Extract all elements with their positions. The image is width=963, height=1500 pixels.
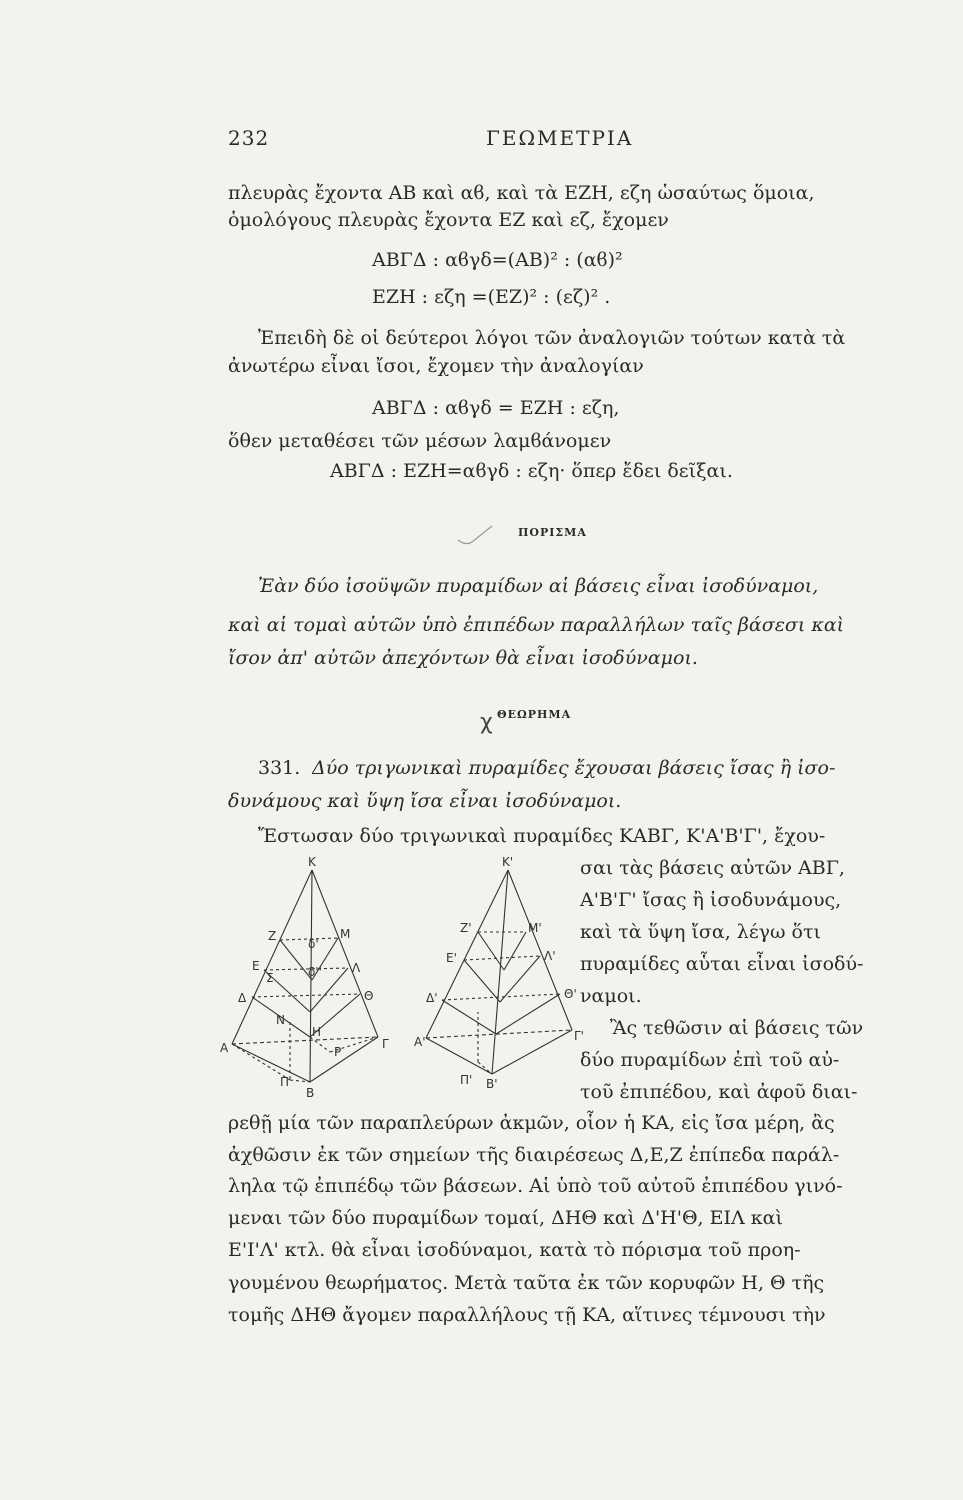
pencil-check-mark (456, 522, 496, 552)
vertex-label: Λ (352, 961, 361, 975)
vertex-label: Λ' (544, 949, 556, 963)
handwritten-mark: χ (480, 710, 493, 735)
vertex-label: Γ' (574, 1029, 584, 1043)
proof-line: γουμένου θεωρήματος. Μετὰ ταῦτα ἐκ τῶν κορυφῶν Η, Θ τῆς (228, 1272, 825, 1294)
vertex-label: Δ' (426, 991, 438, 1005)
proof-line: τοῦ ἐπιπέδου, καὶ ἀφοῦ διαι- (580, 1081, 858, 1103)
vertex-label: Ε' (446, 951, 457, 965)
proof-line: δύο πυραμίδων ἐπὶ τοῦ αὐ- (580, 1049, 840, 1071)
vertex-label: Ζ (268, 929, 277, 943)
vertex-label: Θ (364, 989, 374, 1003)
proof-line: ρεθῇ μία τῶν παραπλεύρων ἀκμῶν, οἷον ἡ ΚΑ, εἰς ἴσα μέρη, ἂς (228, 1112, 835, 1134)
text-line: ἀνωτέρω εἶναι ἴσοι, ἔχομεν τὴν ἀναλογίαν (228, 355, 644, 377)
proof-line: ληλα τῷ ἐπιπέδῳ τῶν βάσεων. Αἱ ὑπὸ τοῦ αὐτοῦ ἐπιπέδου γινό- (228, 1175, 843, 1197)
vertex-label: Β' (486, 1077, 498, 1091)
vertex-label: Α (220, 1041, 229, 1055)
proof-line: μεναι τῶν δύο πυραμίδων τομαί, ΔΗΘ καὶ Δ'Η'Θ, ΕΙΛ καὶ (228, 1207, 783, 1229)
vertex-label: Π (280, 1075, 290, 1089)
porisma-line: Ἐὰν δύο ἰσοϋψῶν πυραμίδων αἱ βάσεις εἶναι ἰσοδύναμοι, (258, 575, 819, 597)
vertex-label: Β (306, 1086, 315, 1100)
porisma-line: ἴσον ἀπ' αὐτῶν ἀπεχόντων θὰ εἶναι ἰσοδύναμοι. (228, 647, 698, 669)
porisma-line: καὶ αἱ τομαὶ αὐτῶν ὑπὸ ἐπιπέδων παραλλήλων ταῖς βάσεσι καὶ (228, 614, 845, 636)
vertex-label: Μ (340, 927, 351, 941)
theorem-line: δυνάμους καὶ ὕψη ἴσα εἶναι ἰσοδύναμοι. (228, 790, 622, 812)
vertex-label: Η (312, 1025, 322, 1039)
theorem-heading: ΘΕΩΡΗΜΑ (497, 708, 572, 721)
vertex-label: Σ (266, 971, 274, 985)
vertex-label: Κ (308, 855, 316, 869)
equation: ΕΖΗ : εζη =(ΕΖ)² : (εζ)² . (372, 286, 611, 308)
proof-line: τομῆς ΔΗΘ ἄγομεν παραλλήλους τῇ ΚΑ, αἵτινες τέμνουσι τὴν (228, 1304, 826, 1326)
proof-line: Α'Β'Γ' ἴσας ἢ ἰσοδυνάμους, (580, 889, 842, 911)
left-pyramid-labels (220, 855, 389, 1100)
vertex-label: Δ (238, 991, 247, 1005)
proof-line: ἀχθῶσιν ἐκ τῶν σημείων τῆς διαιρέσεως Δ,Ε,Ζ ἐπίπεδα παράλ- (228, 1144, 840, 1166)
proof-line: Ἔστωσαν δύο τριγωνικαὶ πυραμίδες ΚΑΒΓ, Κ'Α'Β'Γ', ἔχου- (258, 825, 826, 847)
vertex-label: δ' (308, 937, 319, 951)
text-line: Ἐπειδὴ δὲ οἱ δεύτεροι λόγοι τῶν ἀναλογιῶν τούτων κατὰ τὰ (258, 327, 846, 349)
theorem-number: 331. (258, 757, 301, 779)
text-line: πλευρὰς ἔχοντα ΑΒ καὶ αϐ, καὶ τὰ ΕΖΗ, εζη ὡσαύτως ὅμοια, (228, 182, 815, 204)
vertex-label: Γ (382, 1037, 389, 1051)
proof-line: ναμοι. (580, 985, 642, 1007)
vertex-label: Κ' (502, 855, 514, 869)
equation: ΑΒΓΔ : αϐγδ = ΕΖΗ : εζη, (372, 397, 620, 419)
vertex-label: Α' (414, 1035, 426, 1049)
vertex-label: Μ' (528, 921, 542, 935)
proof-line: καὶ τὰ ὕψη ἴσα, λέγω ὅτι (580, 921, 821, 943)
vertex-label: Ζ' (460, 921, 472, 935)
text-line: ὅθεν μεταθέσει τῶν μέσων λαμϐάνομεν (228, 430, 612, 452)
theorem-line: Δύο τριγωνικαὶ πυραμίδες ἔχουσαι βάσεις ἴσας ἢ ἰσο- (312, 757, 836, 779)
proof-line: Ἂς τεθῶσιν αἱ βάσεις τῶν (610, 1017, 864, 1039)
equation: ΑΒΓΔ : αϐγδ=(ΑΒ)² : (αϐ)² (372, 249, 623, 271)
vertex-label: Θ' (564, 987, 577, 1001)
equation: ΑΒΓΔ : ΕΖΗ=αϐγδ : εζη· ὅπερ ἔδει δεῖξαι. (330, 460, 733, 482)
vertex-label: δ'' (308, 965, 322, 979)
vertex-label: Ρ (334, 1045, 342, 1059)
proof-line: πυραμίδες αὗται εἶναι ἰσοδύ- (580, 953, 864, 975)
left-pyramid (232, 870, 378, 1082)
right-pyramid-labels (414, 855, 584, 1091)
pyramids-figure (220, 852, 590, 1102)
page-number: 232 (228, 126, 270, 150)
vertex-label: Ν (276, 1013, 285, 1027)
vertex-label: Ε (252, 959, 260, 973)
proof-line: Ε'Ι'Λ' κτλ. θὰ εἶναι ἰσοδύναμοι, κατὰ τὸ πόρισμα τοῦ προη- (228, 1239, 801, 1261)
running-title: ΓΕΩΜΕΤΡΙΑ (486, 126, 634, 150)
right-pyramid (426, 870, 572, 1074)
text-line: ὁμολόγους πλευρὰς ἔχοντα ΕΖ καὶ εζ, ἔχομεν (228, 209, 669, 231)
porisma-heading: ΠΟΡΙΣΜΑ (518, 526, 587, 539)
proof-line: σαι τὰς βάσεις αὐτῶν ΑΒΓ, (580, 857, 845, 879)
vertex-label: Π' (460, 1073, 473, 1087)
